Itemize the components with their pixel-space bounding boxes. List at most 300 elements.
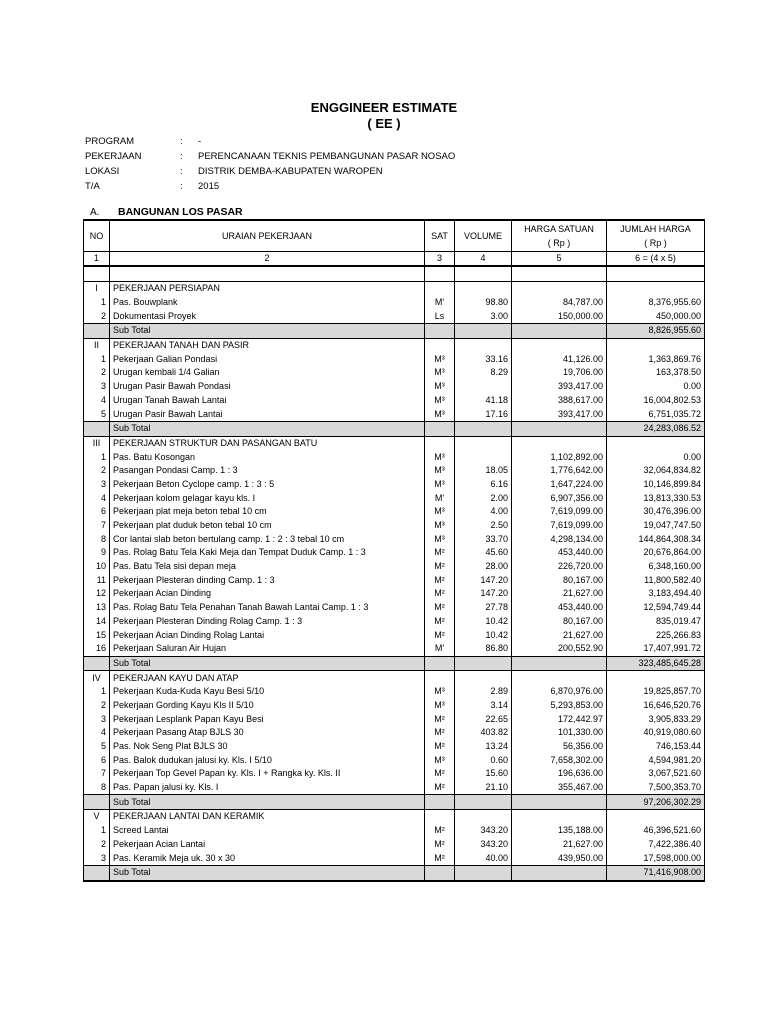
table-row	[84, 532, 705, 546]
item-total: 6,348,160.00	[607, 560, 705, 574]
item-unit-price: 1,776,642.00	[512, 464, 607, 478]
item-number: 1	[84, 824, 110, 838]
item-description: Pas. Rolag Batu Tela Penahan Tanah Bawah Lantai Camp. 1 : 3	[110, 601, 425, 615]
item-total: 225,266.83	[607, 628, 705, 642]
item-number: 4	[84, 394, 110, 408]
subtotal-label: Sub Total	[110, 795, 425, 810]
table-row	[84, 712, 705, 726]
item-volume: 343.20	[455, 824, 512, 838]
item-description: Pas. Batu Kosongan	[110, 450, 425, 464]
category-title: PEKERJAAN LANTAI DAN KERAMIK	[110, 810, 425, 824]
empty-cell	[455, 266, 512, 282]
item-total: 17,407,991.72	[607, 642, 705, 656]
subtotal-row	[84, 656, 705, 671]
item-unit: M³	[425, 478, 455, 492]
header-harga-satuan	[512, 220, 607, 252]
empty-cell	[455, 656, 512, 671]
item-volume: 147.20	[455, 573, 512, 587]
empty-cell	[425, 810, 455, 824]
item-number: 3	[84, 712, 110, 726]
table-row	[84, 767, 705, 781]
item-description: Pekerjaan Lesplank Papan Kayu Besi	[110, 712, 425, 726]
empty-cell	[425, 266, 455, 282]
item-description: Pekerjaan plat duduk beton tebal 10 cm	[110, 519, 425, 533]
meta-colon: :	[180, 136, 183, 147]
item-number: 2	[84, 838, 110, 852]
header-jumlah-line2: ( Rp )	[644, 238, 667, 248]
item-description: Urugan kembali 1/4 Galian	[110, 366, 425, 380]
item-unit: M²	[425, 838, 455, 852]
empty-cell	[455, 671, 512, 685]
item-unit: M²	[425, 726, 455, 740]
item-total: 30,476,396.00	[607, 505, 705, 519]
table-spacer-row	[84, 266, 705, 282]
empty-cell	[512, 810, 607, 824]
subtotal-label: Sub Total	[110, 421, 425, 436]
column-number: 1	[84, 252, 110, 267]
item-description: Pekerjaan Acian Dinding Rolag Lantai	[110, 628, 425, 642]
empty-cell	[455, 795, 512, 810]
empty-cell	[455, 324, 512, 339]
item-description: Pekerjaan Acian Dinding	[110, 587, 425, 601]
item-unit: M²	[425, 824, 455, 838]
item-unit-price: 21,627.00	[512, 838, 607, 852]
column-number: 3	[425, 252, 455, 267]
item-number: 5	[84, 407, 110, 421]
category-number: IV	[84, 671, 110, 685]
empty-cell	[607, 282, 705, 296]
subtotal-value: 8,826,955.60	[607, 324, 705, 339]
item-volume: 40.00	[455, 851, 512, 865]
item-unit-price: 80,167.00	[512, 573, 607, 587]
meta-colon: :	[180, 151, 183, 162]
empty-cell	[425, 671, 455, 685]
meta-label: PEKERJAAN	[85, 151, 142, 162]
empty-cell	[607, 671, 705, 685]
empty-cell	[512, 282, 607, 296]
meta-colon: :	[180, 166, 183, 177]
item-number: 14	[84, 615, 110, 629]
table-row	[84, 519, 705, 533]
item-description: Pekerjaan Acian Lantai	[110, 838, 425, 852]
item-unit: M²	[425, 573, 455, 587]
item-unit-price: 21,627.00	[512, 587, 607, 601]
empty-cell	[425, 282, 455, 296]
item-number: 16	[84, 642, 110, 656]
item-number: 2	[84, 464, 110, 478]
subtotal-label: Sub Total	[110, 865, 425, 880]
item-total: 13,813,330.53	[607, 491, 705, 505]
project-info	[85, 134, 455, 194]
table-row	[84, 309, 705, 323]
item-description: Pekerjaan Pasang Atap BJLS 30	[110, 726, 425, 740]
item-number: 12	[84, 587, 110, 601]
item-unit: M³	[425, 352, 455, 366]
empty-cell	[512, 436, 607, 450]
item-unit-price: 393,417.00	[512, 380, 607, 394]
item-volume: 8.29	[455, 366, 512, 380]
item-description: Pas. Balok dudukan jalusi ky. Kls. I 5/10	[110, 753, 425, 767]
item-unit-price: 150,000.00	[512, 309, 607, 323]
title-line-1: ENGGINEER ESTIMATE	[310, 100, 458, 115]
item-total: 746,153.44	[607, 740, 705, 754]
item-unit-price: 84,787.00	[512, 296, 607, 310]
subtotal-row	[84, 421, 705, 436]
item-description: Dokumentasi Proyek	[110, 309, 425, 323]
item-description: Pekerjaan Kuda-Kuda Kayu Besi 5/10	[110, 685, 425, 699]
meta-value: PERENCANAAN TEKNIS PEMBANGUNAN PASAR NOSAO	[198, 151, 456, 162]
document-title	[0, 100, 768, 132]
item-description: Pekerjaan kolom gelagar kayu kls. I	[110, 491, 425, 505]
empty-cell	[607, 810, 705, 824]
item-total: 32,064,834.82	[607, 464, 705, 478]
meta-label: T/A	[85, 181, 100, 192]
meta-label: LOKASI	[85, 166, 120, 177]
category-title: PEKERJAAN TANAH DAN PASIR	[110, 338, 425, 352]
category-number: V	[84, 810, 110, 824]
subtotal-label: Sub Total	[110, 656, 425, 671]
column-number: 5	[512, 252, 607, 267]
item-total: 0.00	[607, 380, 705, 394]
item-number: 1	[84, 352, 110, 366]
item-description: Pekerjaan plat meja beton tebal 10 cm	[110, 505, 425, 519]
item-volume: 343.20	[455, 838, 512, 852]
item-volume: 4.00	[455, 505, 512, 519]
subtotal-row	[84, 795, 705, 810]
item-unit: M³	[425, 532, 455, 546]
table-row	[84, 740, 705, 754]
category-number: III	[84, 436, 110, 450]
item-volume: 2.50	[455, 519, 512, 533]
item-unit: M²	[425, 740, 455, 754]
item-description: Pas. Rolag Batu Tela Kaki Meja dan Tempat Duduk Camp. 1 : 3	[110, 546, 425, 560]
table-row	[84, 851, 705, 865]
meta-row-pekerjaan	[85, 149, 455, 164]
table-row	[84, 753, 705, 767]
table-row	[84, 824, 705, 838]
item-unit-price: 439,950.00	[512, 851, 607, 865]
item-unit: M²	[425, 615, 455, 629]
item-description: Pasangan Pondasi Camp. 1 : 3	[110, 464, 425, 478]
empty-cell	[425, 795, 455, 810]
item-total: 19,825,857.70	[607, 685, 705, 699]
table-row	[84, 838, 705, 852]
item-unit: M³	[425, 394, 455, 408]
header-sat: SAT	[425, 220, 455, 252]
empty-cell	[512, 338, 607, 352]
item-number: 13	[84, 601, 110, 615]
item-volume: 86.80	[455, 642, 512, 656]
table-row	[84, 394, 705, 408]
item-volume	[455, 380, 512, 394]
subtotal-value: 97,206,302.29	[607, 795, 705, 810]
category-row	[84, 282, 705, 296]
column-number-row	[84, 252, 705, 267]
table-row	[84, 546, 705, 560]
item-unit: M²	[425, 767, 455, 781]
table-row	[84, 601, 705, 615]
header-harga-line1: HARGA SATUAN	[524, 224, 594, 234]
item-unit: M'	[425, 491, 455, 505]
item-total: 835,019.47	[607, 615, 705, 629]
item-unit: M²	[425, 601, 455, 615]
item-number: 8	[84, 781, 110, 795]
item-unit-price: 6,907,356.00	[512, 491, 607, 505]
item-unit: M³	[425, 519, 455, 533]
empty-cell	[512, 324, 607, 339]
item-number: 11	[84, 573, 110, 587]
item-total: 163,378.50	[607, 366, 705, 380]
item-unit-price: 80,167.00	[512, 615, 607, 629]
empty-cell	[425, 865, 455, 880]
item-description: Screed Lantai	[110, 824, 425, 838]
table-row	[84, 628, 705, 642]
item-total: 11,800,582.40	[607, 573, 705, 587]
item-description: Pas. Batu Tela sisi depan meja	[110, 560, 425, 574]
item-unit-price: 5,293,853.00	[512, 699, 607, 713]
meta-colon: :	[180, 181, 183, 192]
item-total: 1,363,869.76	[607, 352, 705, 366]
meta-row-program	[85, 134, 455, 149]
item-unit-price: 172,442.97	[512, 712, 607, 726]
item-total: 19,047,747.50	[607, 519, 705, 533]
header-uraian: URAIAN PEKERJAAN	[110, 220, 425, 252]
empty-cell	[512, 795, 607, 810]
table-row	[84, 781, 705, 795]
empty-cell	[455, 810, 512, 824]
item-volume: 41.18	[455, 394, 512, 408]
item-unit-price: 101,330.00	[512, 726, 607, 740]
item-total: 17,598,000.00	[607, 851, 705, 865]
item-volume: 0.60	[455, 753, 512, 767]
item-number: 6	[84, 753, 110, 767]
category-title: PEKERJAAN STRUKTUR DAN PASANGAN BATU	[110, 436, 425, 450]
empty-cell	[512, 656, 607, 671]
item-volume: 15.60	[455, 767, 512, 781]
subtotal-value: 24,283,086.52	[607, 421, 705, 436]
header-no: NO	[84, 220, 110, 252]
item-unit: M²	[425, 587, 455, 601]
item-volume: 147.20	[455, 587, 512, 601]
item-unit: M'	[425, 642, 455, 656]
item-unit-price: 6,870,976.00	[512, 685, 607, 699]
item-unit-price: 4,298,134.00	[512, 532, 607, 546]
empty-cell	[455, 436, 512, 450]
empty-cell	[425, 421, 455, 436]
table-row	[84, 726, 705, 740]
item-volume: 2.00	[455, 491, 512, 505]
table-row	[84, 685, 705, 699]
item-number: 5	[84, 740, 110, 754]
table-row	[84, 699, 705, 713]
item-unit: M²	[425, 628, 455, 642]
item-volume: 27.78	[455, 601, 512, 615]
empty-cell	[425, 656, 455, 671]
item-unit-price: 135,188.00	[512, 824, 607, 838]
item-number: 4	[84, 491, 110, 505]
item-volume: 17.16	[455, 407, 512, 421]
item-unit-price: 1,102,892.00	[512, 450, 607, 464]
empty-cell	[110, 266, 425, 282]
item-unit-price: 7,619,099.00	[512, 519, 607, 533]
header-volume: VOLUME	[455, 220, 512, 252]
item-number: 3	[84, 851, 110, 865]
item-unit: M³	[425, 450, 455, 464]
item-total: 16,646,520.76	[607, 699, 705, 713]
item-unit-price: 226,720.00	[512, 560, 607, 574]
item-total: 3,183,494.40	[607, 587, 705, 601]
item-description: Pekerjaan Plesteran dinding Camp. 1 : 3	[110, 573, 425, 587]
subtotal-row	[84, 865, 705, 880]
item-number: 7	[84, 519, 110, 533]
subtotal-value: 71,416,908.00	[607, 865, 705, 880]
subtotal-value: 323,485,645.28	[607, 656, 705, 671]
empty-cell	[607, 266, 705, 282]
item-volume: 33.16	[455, 352, 512, 366]
item-number: 10	[84, 560, 110, 574]
item-unit-price: 19,706.00	[512, 366, 607, 380]
cost-estimate-table	[83, 219, 705, 882]
item-unit-price: 7,619,099.00	[512, 505, 607, 519]
item-number: 3	[84, 380, 110, 394]
item-unit: M'	[425, 296, 455, 310]
table-row	[84, 296, 705, 310]
header-jumlah-line1: JUMLAH HARGA	[620, 224, 691, 234]
item-description: Urugan Pasir Bawah Pondasi	[110, 380, 425, 394]
item-unit-price: 21,627.00	[512, 628, 607, 642]
empty-cell	[455, 865, 512, 880]
item-unit-price: 7,658,302.00	[512, 753, 607, 767]
item-volume: 2.89	[455, 685, 512, 699]
item-number: 4	[84, 726, 110, 740]
section-title: BANGUNAN LOS PASAR	[118, 206, 243, 218]
empty-cell	[425, 436, 455, 450]
item-unit-price: 56,356.00	[512, 740, 607, 754]
empty-cell	[455, 338, 512, 352]
empty-cell	[512, 671, 607, 685]
empty-cell	[425, 324, 455, 339]
item-description: Pas. Papan jalusi ky. Kls. I	[110, 781, 425, 795]
column-number: 2	[110, 252, 425, 267]
item-number: 3	[84, 478, 110, 492]
item-total: 4,594,981.20	[607, 753, 705, 767]
category-number: I	[84, 282, 110, 296]
item-volume: 21.10	[455, 781, 512, 795]
subtotal-row	[84, 324, 705, 339]
header-harga-line2: ( Rp )	[547, 238, 571, 248]
item-unit: M²	[425, 546, 455, 560]
item-total: 40,919,080.60	[607, 726, 705, 740]
table-row	[84, 615, 705, 629]
table-row	[84, 491, 705, 505]
empty-cell	[84, 865, 110, 880]
item-total: 46,396,521.60	[607, 824, 705, 838]
item-unit-price: 453,440.00	[512, 546, 607, 560]
item-number: 1	[84, 450, 110, 464]
item-volume: 28.00	[455, 560, 512, 574]
empty-cell	[607, 436, 705, 450]
empty-cell	[455, 282, 512, 296]
item-unit: M²	[425, 712, 455, 726]
item-number: 1	[84, 296, 110, 310]
item-description: Cor lantai slab beton bertulang camp. 1 : 2 : 3 tebal 10 cm	[110, 532, 425, 546]
table-row	[84, 366, 705, 380]
item-description: Pekerjaan Saluran Air Hujan	[110, 642, 425, 656]
item-number: 2	[84, 366, 110, 380]
item-volume: 6.16	[455, 478, 512, 492]
item-number: 2	[84, 309, 110, 323]
empty-cell	[512, 266, 607, 282]
item-description: Pekerjaan Beton Cyclope camp. 1 : 3 : 5	[110, 478, 425, 492]
item-unit-price: 388,617.00	[512, 394, 607, 408]
empty-cell	[84, 266, 110, 282]
item-unit: M³	[425, 407, 455, 421]
table-row	[84, 587, 705, 601]
item-unit: M²	[425, 560, 455, 574]
item-description: Pas. Bouwplank	[110, 296, 425, 310]
item-total: 6,751,035.72	[607, 407, 705, 421]
item-description: Urugan Tanah Bawah Lantai	[110, 394, 425, 408]
meta-label: PROGRAM	[85, 136, 135, 147]
item-unit-price: 355,467.00	[512, 781, 607, 795]
table-row	[84, 407, 705, 421]
empty-cell	[84, 656, 110, 671]
item-total: 10,146,899.84	[607, 478, 705, 492]
item-unit: M²	[425, 781, 455, 795]
item-total: 0.00	[607, 450, 705, 464]
item-description: Urugan Pasir Bawah Lantai	[110, 407, 425, 421]
empty-cell	[455, 421, 512, 436]
meta-row-ta	[85, 179, 455, 194]
header-jumlah-harga	[607, 220, 705, 252]
category-title: PEKERJAAN PERSIAPAN	[110, 282, 425, 296]
meta-value: -	[198, 136, 202, 147]
item-volume: 403.82	[455, 726, 512, 740]
item-unit-price: 200,552.90	[512, 642, 607, 656]
category-row	[84, 436, 705, 450]
item-number: 2	[84, 699, 110, 713]
item-unit: M³	[425, 685, 455, 699]
item-unit: M³	[425, 699, 455, 713]
table-row	[84, 560, 705, 574]
item-volume: 33.70	[455, 532, 512, 546]
column-number: 4	[455, 252, 512, 267]
item-volume: 22.65	[455, 712, 512, 726]
category-row	[84, 338, 705, 352]
empty-cell	[425, 338, 455, 352]
item-unit: M³	[425, 464, 455, 478]
column-number: 6 = (4 x 5)	[607, 252, 705, 267]
section-heading	[90, 206, 243, 218]
item-total: 144,864,308.34	[607, 532, 705, 546]
item-unit-price: 393,417.00	[512, 407, 607, 421]
item-total: 3,067,521.60	[607, 767, 705, 781]
item-volume: 18.05	[455, 464, 512, 478]
table-row	[84, 450, 705, 464]
subtotal-label: Sub Total	[110, 324, 425, 339]
empty-cell	[84, 421, 110, 436]
item-description: Pas. Nok Seng Plat BJLS 30	[110, 740, 425, 754]
item-volume: 98.80	[455, 296, 512, 310]
item-total: 7,422,386.40	[607, 838, 705, 852]
item-total: 450,000.00	[607, 309, 705, 323]
meta-row-lokasi	[85, 164, 455, 179]
empty-cell	[607, 338, 705, 352]
item-unit-price: 41,126.00	[512, 352, 607, 366]
meta-value: 2015	[198, 181, 220, 192]
item-number: 8	[84, 532, 110, 546]
item-volume: 10.42	[455, 615, 512, 629]
